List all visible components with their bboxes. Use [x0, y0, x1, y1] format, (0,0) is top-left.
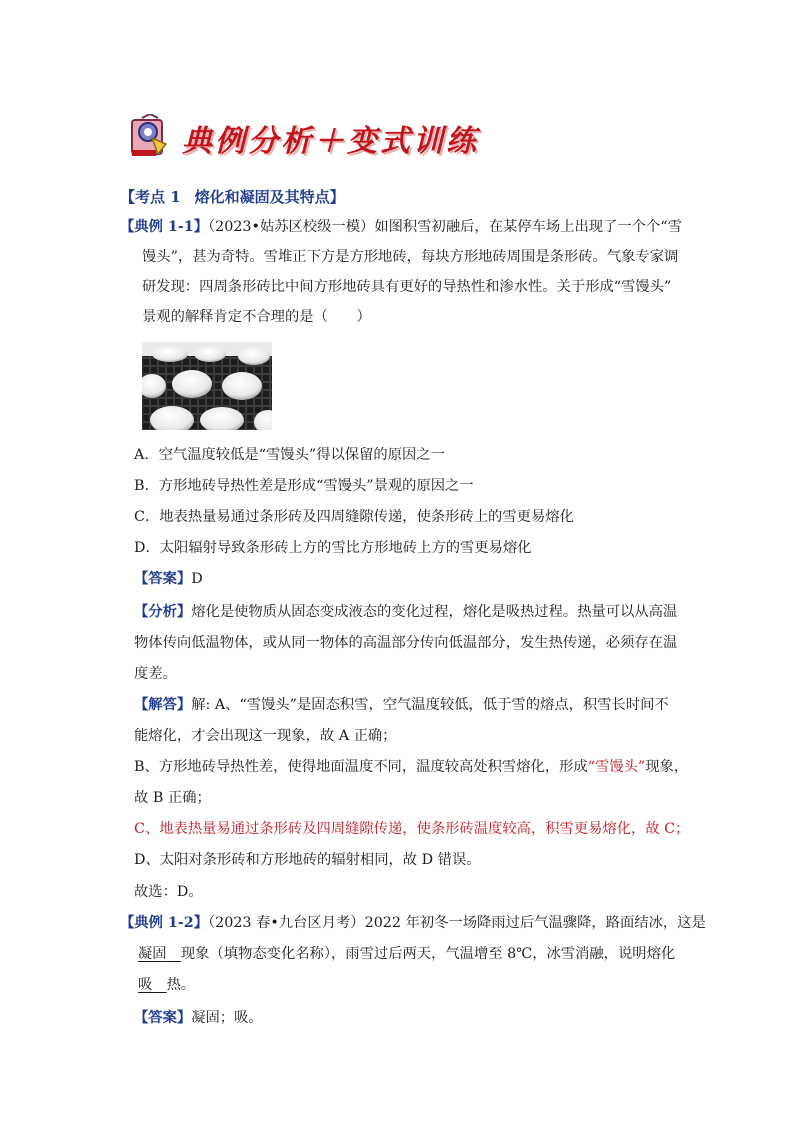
q1-line-1	[120, 213, 682, 241]
q1-final: 故选：D。	[134, 884, 203, 900]
q1-solution-1	[134, 691, 669, 719]
q2-line-3	[138, 971, 195, 999]
section-banner	[128, 110, 488, 158]
q1-solution-2: 能熔化，才会出现这一现象，故 A 正确；	[134, 728, 397, 744]
q2-line-1	[120, 909, 706, 937]
q1-answer	[134, 565, 203, 593]
q1-analysis-text-1: 熔化是使物质从固态变成液态的变化过程，熔化是吸热过程。热量可以从高温	[191, 604, 678, 620]
q1-analysis-tag: 【分析】	[134, 604, 192, 620]
q1-tag: 【典例 1-1】	[120, 219, 208, 235]
book-icon	[128, 114, 174, 160]
q1-answer-value: D	[191, 571, 203, 587]
q1-solution-text-1: 解: A、“雪馒头”是固态积雪，空气温度较低，低于雪的熔点，积雪长时间不	[191, 697, 669, 713]
snow-domes-image	[142, 342, 272, 430]
q2-answer	[134, 1004, 263, 1032]
q1-option-b: B．方形地砖导热性差是形成“雪馒头”景观的原因之一	[134, 478, 474, 494]
q2-tag: 【典例 1-2】	[120, 915, 208, 931]
q1-solution-6: D、太阳对条形砖和方形地砖的辐射相同，故 D 错误。	[134, 852, 481, 868]
q2-answer-value: 凝固；吸。	[191, 1010, 263, 1026]
q1-option-c: C．地表热量易通过条形砖及四周缝隙传递，使条形砖上的雪更易熔化	[134, 509, 574, 525]
q1-solution-4: 故 B 正确；	[134, 790, 211, 806]
q2-text-1: 2022 年初冬一场降雨过后气温骤降，路面结冰，这是	[364, 915, 706, 931]
q1-line-3: 研发现：四周条形砖比中间方形地砖具有更好的导热性和渗水性。关于形成“雪馒头”	[142, 279, 672, 295]
q1-solution-3	[134, 753, 688, 781]
section-label: 【考点 1	[120, 188, 181, 206]
q1-solution-tag: 【解答】	[134, 697, 192, 713]
section-name: 熔化和凝固及其特点】	[194, 188, 345, 206]
q2-text-3: 热。	[166, 977, 196, 993]
q1-analysis-3: 度差。	[134, 666, 177, 682]
q1-line-4: 景观的解释肯定不合理的是（ ）	[142, 309, 371, 325]
q1-line-2: 馒头”，甚为奇特。雪堆正下方是方形地砖，每块方形地砖周围是条形砖。气象专家调	[142, 249, 679, 265]
q1-option-d: D．太阳辐射导致条形砖上方的雪比方形地砖上方的雪更易熔化	[134, 540, 532, 556]
q1-solution-b-highlight: “雪馒头”	[587, 759, 646, 775]
q1-solution-5: C、地表热量易通过条形砖及四周缝隙传递，使条形砖温度较高，积雪更易熔化，故 C；	[134, 821, 690, 837]
q1-source: （2023•姑苏区校级一模）	[208, 219, 375, 235]
q1-text-1: 如图积雪初融后，在某停车场上出现了一个个“雪	[374, 219, 682, 235]
section-heading	[120, 186, 345, 207]
q1-solution-b-post: 现象，	[645, 759, 689, 775]
q1-option-a: A．空气温度较低是“雪馒头”得以保留的原因之一	[134, 447, 445, 463]
q2-blank-1: 凝固	[138, 946, 167, 962]
banner-title: 典例分析＋变式训练	[182, 124, 479, 159]
q1-analysis-2: 物体传向低温物体，或从同一物体的高温部分传向低温部分，发生热传递，必须存在温	[134, 635, 678, 651]
q2-source: （2023 春•九台区月考）	[208, 915, 365, 931]
q2-blank-2: 吸	[138, 977, 153, 993]
q2-answer-tag: 【答案】	[134, 1010, 192, 1026]
snow-domes-photo	[142, 342, 272, 430]
q2-text-2: 现象（填物态变化名称），雨雪过后两天，气温增至 8℃，冰雪消融，说明熔化	[180, 946, 676, 962]
q1-analysis-1	[134, 598, 677, 626]
q1-answer-tag: 【答案】	[134, 571, 192, 587]
q2-line-2	[138, 940, 675, 968]
q1-solution-b-pre: B、方形地砖导热性差，使得地面温度不同，温度较高处积雪熔化，形成	[134, 759, 588, 775]
